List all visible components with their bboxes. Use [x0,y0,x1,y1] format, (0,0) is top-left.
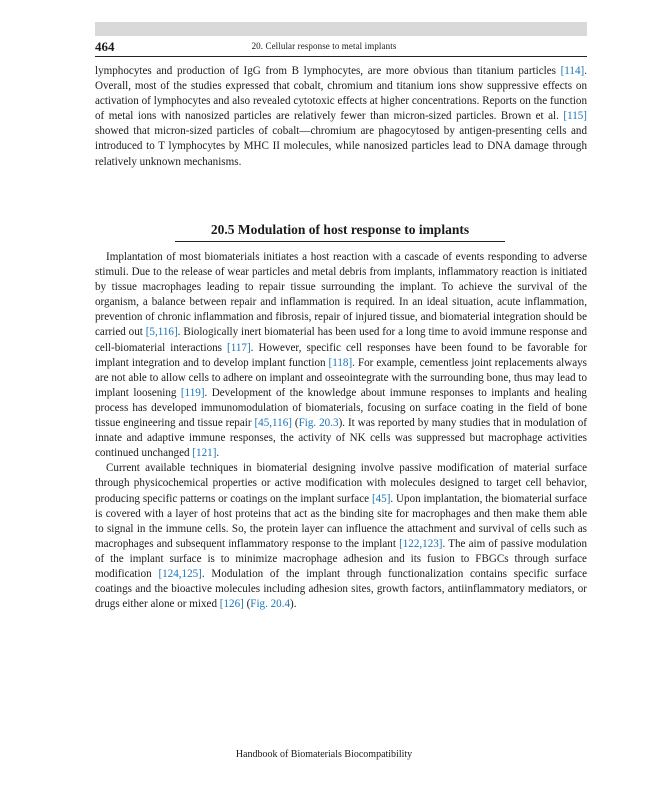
citation-link[interactable]: [119] [180,386,205,399]
citation-link[interactable]: [124,125] [158,567,202,580]
text-run: showed that micron-sized particles of cobalt—chromium are phagocytosed by antigen-presenting cells and introduced to T lymphocytes by MHC II molecules, while nanosized particles lead to DNA damage through relatively unknown mechanisms. [95,125,587,168]
header-rule [95,56,587,57]
citation-link[interactable]: [121] [192,447,217,460]
text-run: . Upon implantation, the biomaterial surface is covered with a layer of host proteins that act as the binding site for macrophages and then make them able to signal in the immune cells. So, the protein layer can influence the attachment and survival of cells such as macrophages and subsequent inflammatory response to the implant [95,492,587,550]
text-run: . Biologically inert biomaterial has been used for a long time to avoid immune response and cell-biomaterial interactions [95,326,588,354]
citation-link[interactable]: [114] [560,65,585,77]
text-run: . [216,447,220,460]
text-run: . Overall, most of the studies expressed that cobalt, chromium and titanium ions show suppressive effects on activation of lymphocytes and also revealed cytotoxic effects at higher concentrations. Reports on the function of metal ions with nanosized particles are relatively fewer than micron-sized particles. Brown et al. [95,65,587,123]
text-run: . For example, cementless joint replacements always are not able to allow cells to adhere on implant and osseointegrate with the surrounding bone, thus may lead to implant loosening [95,356,588,399]
page-number: 464 [95,39,115,54]
section-body [95,250,587,612]
figure-link[interactable]: Fig. 20.3 [298,417,339,430]
paragraph-2 [95,461,587,612]
citation-link[interactable]: [5,116] [145,326,178,339]
citation-link[interactable]: [122,123] [399,537,443,550]
text-run: ( [291,417,299,430]
running-title: 20. Cellular response to metal implants [251,41,397,51]
text-run: Implantation of most biomaterials initiates a host reaction with a cascade of events responding to adverse stimuli. Due to the release of wear particles and metal debris from implants, inflammatory reaction is initiated by tissue macrophages leading to repair tissue surrounding the implant. To achieve the survival of the organism, a balance between repair and inflammation is required. In an ideal situation, acute inflammation, prevention of chronic inflammation and fibrosis, repair of injured tissue, and biomaterial integration should be carried out [95,251,587,339]
text-run: . The aim of passive modulation of the implant surface is to minimize macrophage adhesion and its fusion to FBGCs through surface modification [95,537,587,580]
text-run: . Development of the knowledge about immune responses to implants and healing process has developed immunomodulation of biomaterials, focusing on surface coating in the field of bone tissue engineering and tissue repair [95,386,587,430]
figure-link[interactable]: Fig. 20.4 [250,598,291,611]
text-run: . Modulation of the implant through functionalization contains specific surface coatings and the bioactive molecules including adhesion sites, growth factors, antiinflammatory mediators, or drugs either alone or mixed [95,567,587,611]
header-band [95,22,587,36]
text-run: ). It was reported by many studies that in modulation of innate and adaptive immune responses, the activity of NK cells was suppressed but macrophage activities continued unchanged [95,417,588,460]
citation-link[interactable]: [126] [219,598,244,611]
citation-link[interactable]: [45] [371,492,391,505]
text-run: ). [290,598,297,611]
citation-link[interactable]: [45,116] [254,417,292,430]
paragraph-1 [95,250,587,461]
footer-book-title: Handbook of Biomaterials Biocompatibility [235,749,413,760]
citation-link[interactable]: [118] [328,356,353,369]
citation-link[interactable]: [117] [227,341,251,354]
citation-link[interactable]: [115] [563,110,587,123]
intro-paragraph-block [95,64,587,170]
text-run: ( [243,598,251,611]
text-run: . However, specific cell responses have been found to be favorable for implant integration and to develop implant function [95,341,587,369]
intro-paragraph [95,64,587,170]
text-run: lymphocytes and production of IgG from B lymphocytes, are more obvious than titanium particles [95,65,561,77]
text-run: Current available techniques in biomaterial designing involve passive modification of material surface through physicochemical properties or active modification with molecules designed to target cell behavior, producing specific patterns or coatings on the implant surface [95,462,587,505]
section-heading: 20.5 Modulation of host response to implants [175,222,505,242]
